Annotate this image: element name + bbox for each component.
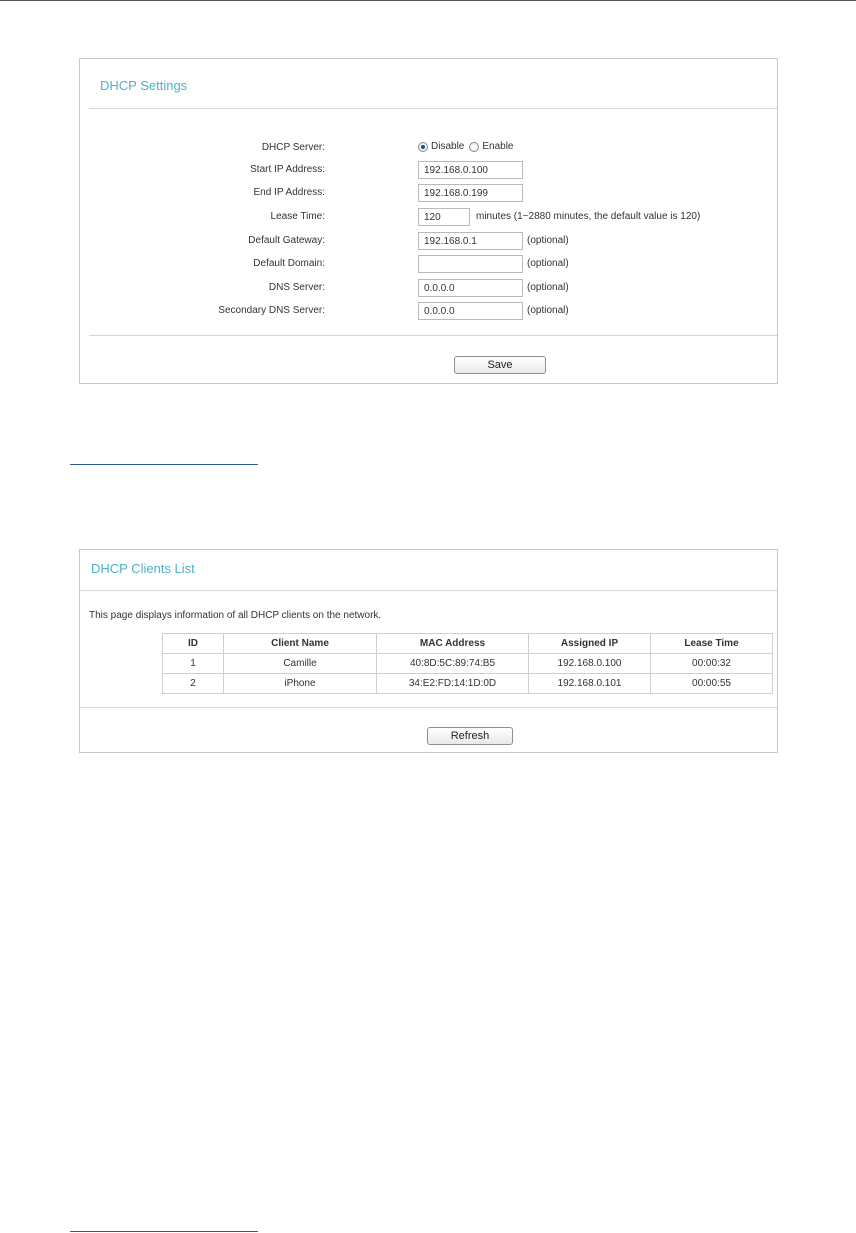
start-ip-label: Start IP Address: [250, 164, 325, 175]
dhcp-clients-footer-divider [80, 707, 777, 708]
start-ip-row [80, 161, 777, 181]
lease-time-input[interactable] [418, 208, 470, 226]
enable-radio-label[interactable]: Enable [482, 141, 514, 152]
default-domain-input[interactable] [418, 255, 523, 273]
default-gateway-label: Default Gateway: [248, 235, 325, 246]
section-rule-2 [70, 1231, 258, 1232]
cell-mac-address: 40:8D:5C:89:74:B5 [377, 654, 529, 674]
enable-radio[interactable] [469, 142, 479, 152]
cell-lease-time: 00:00:32 [651, 654, 773, 674]
lease-time-row [80, 208, 777, 228]
dhcp-server-row [80, 139, 777, 159]
cell-client-name: iPhone [224, 674, 377, 694]
dns-server-label: DNS Server: [268, 282, 325, 293]
disable-radio[interactable] [418, 142, 428, 152]
cell-id: 1 [163, 654, 224, 674]
cell-assigned-ip: 192.168.0.100 [529, 654, 651, 674]
start-ip-input[interactable] [418, 161, 523, 179]
cell-lease-time: 00:00:55 [651, 674, 773, 694]
table-row [163, 654, 773, 674]
dhcp-clients-header-divider [80, 590, 777, 591]
section-rule-1 [70, 464, 258, 465]
default-gateway-input[interactable] [418, 232, 523, 250]
dns-server-input[interactable] [418, 279, 523, 297]
secondary-dns-optional-note: (optional) [527, 305, 569, 316]
dhcp-settings-header-divider [89, 108, 777, 109]
default-domain-label: Default Domain: [253, 258, 325, 269]
end-ip-row [80, 184, 777, 204]
dhcp-settings-panel [79, 58, 778, 384]
column-header-id: ID [163, 634, 224, 654]
lease-time-label: Lease Time: [270, 211, 325, 222]
dhcp-clients-table [162, 633, 773, 694]
lease-time-note: minutes (1~2880 minutes, the default value is 120) [476, 211, 701, 222]
dhcp-clients-panel [79, 549, 778, 753]
column-header-lease-time: Lease Time [651, 634, 773, 654]
default-domain-row [80, 255, 777, 275]
dns-server-row [80, 279, 777, 299]
column-header-assigned-ip: Assigned IP [529, 634, 651, 654]
cell-mac-address: 34:E2:FD:14:1D:0D [377, 674, 529, 694]
cell-id: 2 [163, 674, 224, 694]
save-button[interactable]: Save [454, 356, 546, 374]
end-ip-label: End IP Address: [253, 187, 325, 198]
table-header-row [163, 634, 773, 654]
default-gateway-row [80, 232, 777, 252]
cell-assigned-ip: 192.168.0.101 [529, 674, 651, 694]
dhcp-settings-footer-divider [89, 335, 777, 336]
table-row [163, 674, 773, 694]
end-ip-input[interactable] [418, 184, 523, 202]
secondary-dns-label: Secondary DNS Server: [218, 305, 325, 316]
disable-radio-label[interactable]: Disable [431, 141, 465, 152]
dhcp-server-radio-group [418, 141, 519, 152]
page-top-border [0, 0, 856, 1]
column-header-client-name: Client Name [224, 634, 377, 654]
dhcp-clients-description: This page displays information of all DHCP clients on the network. [89, 610, 382, 621]
secondary-dns-row [80, 302, 777, 322]
secondary-dns-input[interactable] [418, 302, 523, 320]
default-gateway-optional-note: (optional) [527, 235, 569, 246]
dns-server-optional-note: (optional) [527, 282, 569, 293]
cell-client-name: Camille [224, 654, 377, 674]
dhcp-settings-title: DHCP Settings [100, 78, 188, 93]
column-header-mac-address: MAC Address [377, 634, 529, 654]
dhcp-clients-title: DHCP Clients List [91, 561, 195, 576]
refresh-button[interactable]: Refresh [427, 727, 513, 745]
default-domain-optional-note: (optional) [527, 258, 569, 269]
dhcp-server-label: DHCP Server: [261, 142, 325, 153]
